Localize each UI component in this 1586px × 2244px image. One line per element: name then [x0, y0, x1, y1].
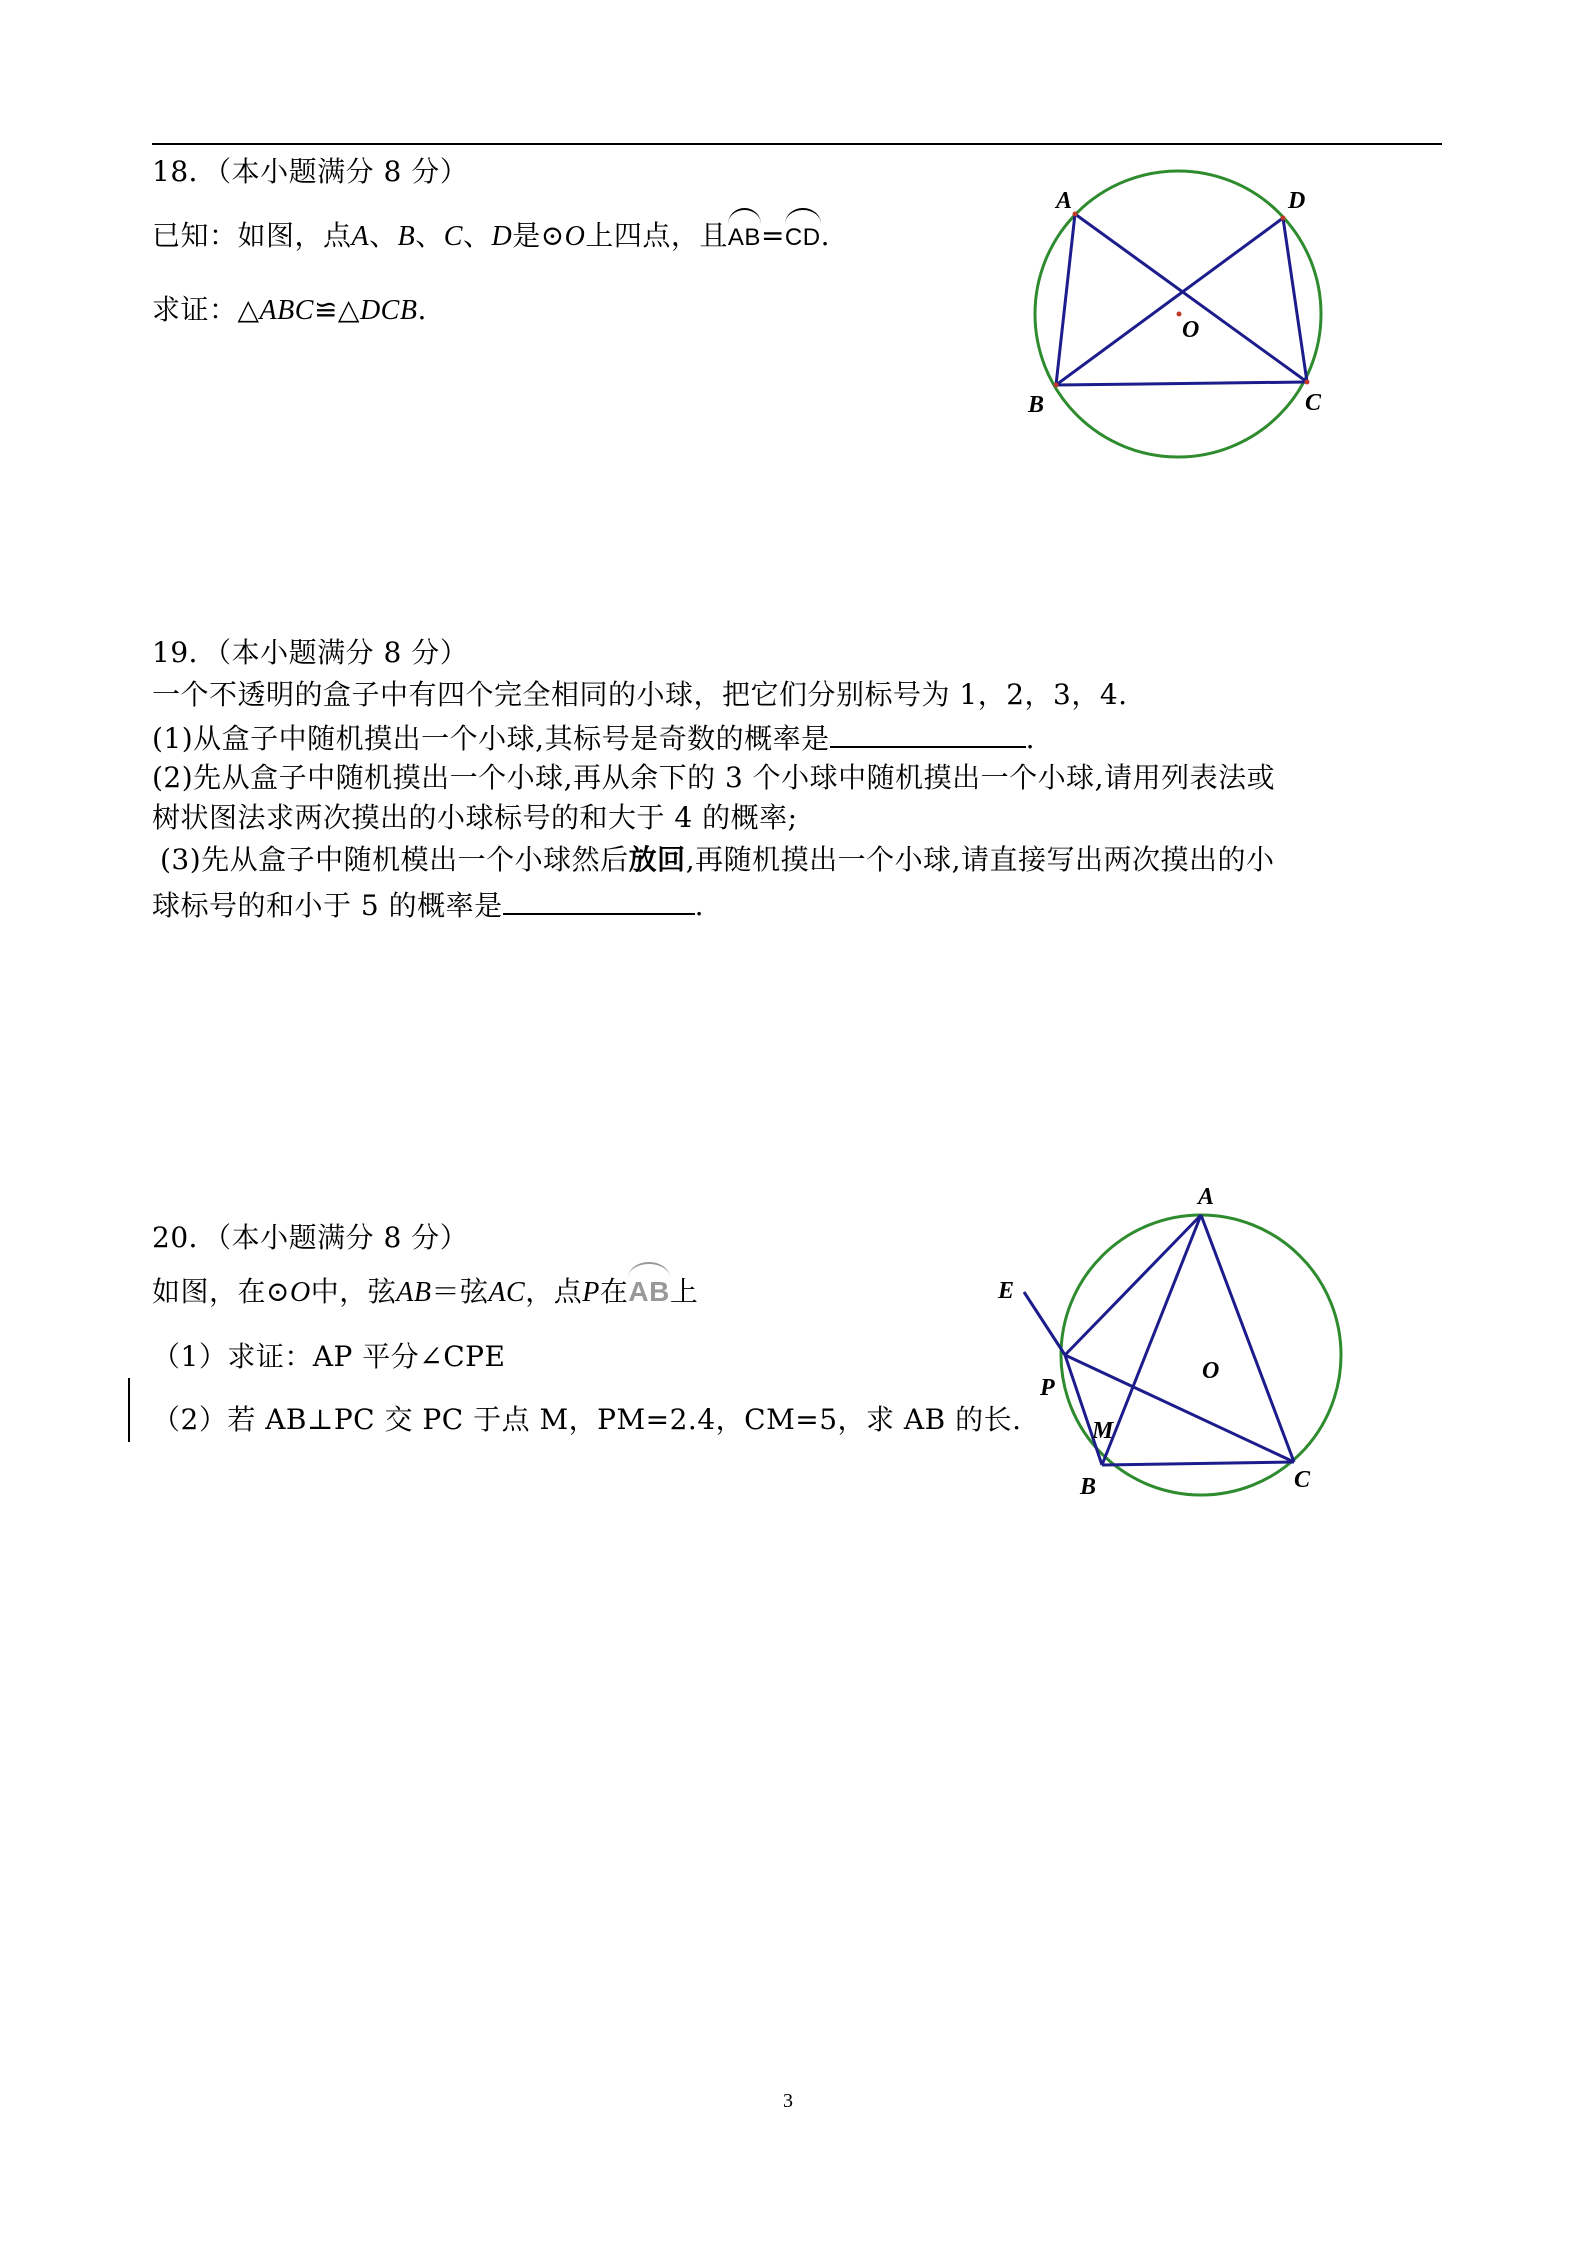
label-B: B [1080, 1474, 1097, 1500]
label-A: A [1056, 188, 1073, 214]
label-D: D [1288, 188, 1306, 214]
label-P: P [1040, 1375, 1055, 1401]
q19-header: 19．（本小题满分 8 分） [152, 636, 469, 669]
arc-cd: CD [785, 218, 821, 258]
q20-header: 20．（本小题满分 8 分） [152, 1221, 469, 1254]
q20-segments [1024, 1215, 1294, 1465]
label-O: O [1182, 317, 1200, 343]
q20-line1: 如图，在⊙O中，弦AB＝弦AC，点P在AB上 [152, 1272, 698, 1313]
q20-part1: （1）求证：AP 平分∠CPE [152, 1340, 506, 1373]
label-C: C [1294, 1467, 1311, 1493]
q18-segments [1056, 214, 1307, 385]
q20-part2: （2）若 AB⊥PC 交 PC 于点 M，PM=2.4，CM=5，求 AB 的长. [152, 1403, 1022, 1436]
answer-blank-2[interactable] [503, 883, 695, 915]
label-C: C [1305, 390, 1322, 416]
answer-blank-1[interactable] [830, 716, 1026, 748]
q19-part2b: 树状图法求两次摸出的小球标号的和大于 4 的概率; [152, 801, 798, 834]
q18-header: 18．（本小题满分 8 分） [152, 155, 469, 188]
center-dot [1177, 312, 1182, 317]
q19-part3a: (3)先从盒子中随机模出一个小球然后放回,再随机摸出一个小球,请直接写出两次摸出的小 [160, 843, 1275, 876]
q19-line1: 一个不透明的盒子中有四个完全相同的小球，把它们分别标号为 1，2，3，4. [152, 678, 1128, 711]
page-number: 3 [783, 2090, 793, 2112]
q18-prove: 求证：△ABC≌△DCB. [152, 293, 427, 326]
margin-bar [128, 1378, 130, 1442]
label-A: A [1198, 1184, 1215, 1210]
q19-part3b: 球标号的和小于 5 的概率是 . [152, 883, 704, 926]
q19-part2a: (2)先从盒子中随机摸出一个小球,再从余下的 3 个小球中随机摸出一个小球,请用列表法或 [152, 761, 1276, 794]
q19-part1: (1)从盒子中随机摸出一个小球,其标号是奇数的概率是 . [152, 716, 1035, 759]
q20-circle [1061, 1215, 1341, 1495]
label-O: O [1202, 1358, 1220, 1384]
q18-figure [1020, 160, 1380, 480]
arc-ab: AB [728, 218, 761, 258]
label-E: E [998, 1278, 1015, 1304]
q18-given: 已知：如图，点A、B、C、D是⊙O上四点，且AB=CD. [152, 216, 830, 258]
top-rule [152, 143, 1442, 145]
label-B: B [1028, 392, 1045, 418]
arc-ab-gray: AB [628, 1272, 669, 1312]
label-M: M [1092, 1418, 1114, 1444]
q20-figure [980, 1180, 1380, 1510]
